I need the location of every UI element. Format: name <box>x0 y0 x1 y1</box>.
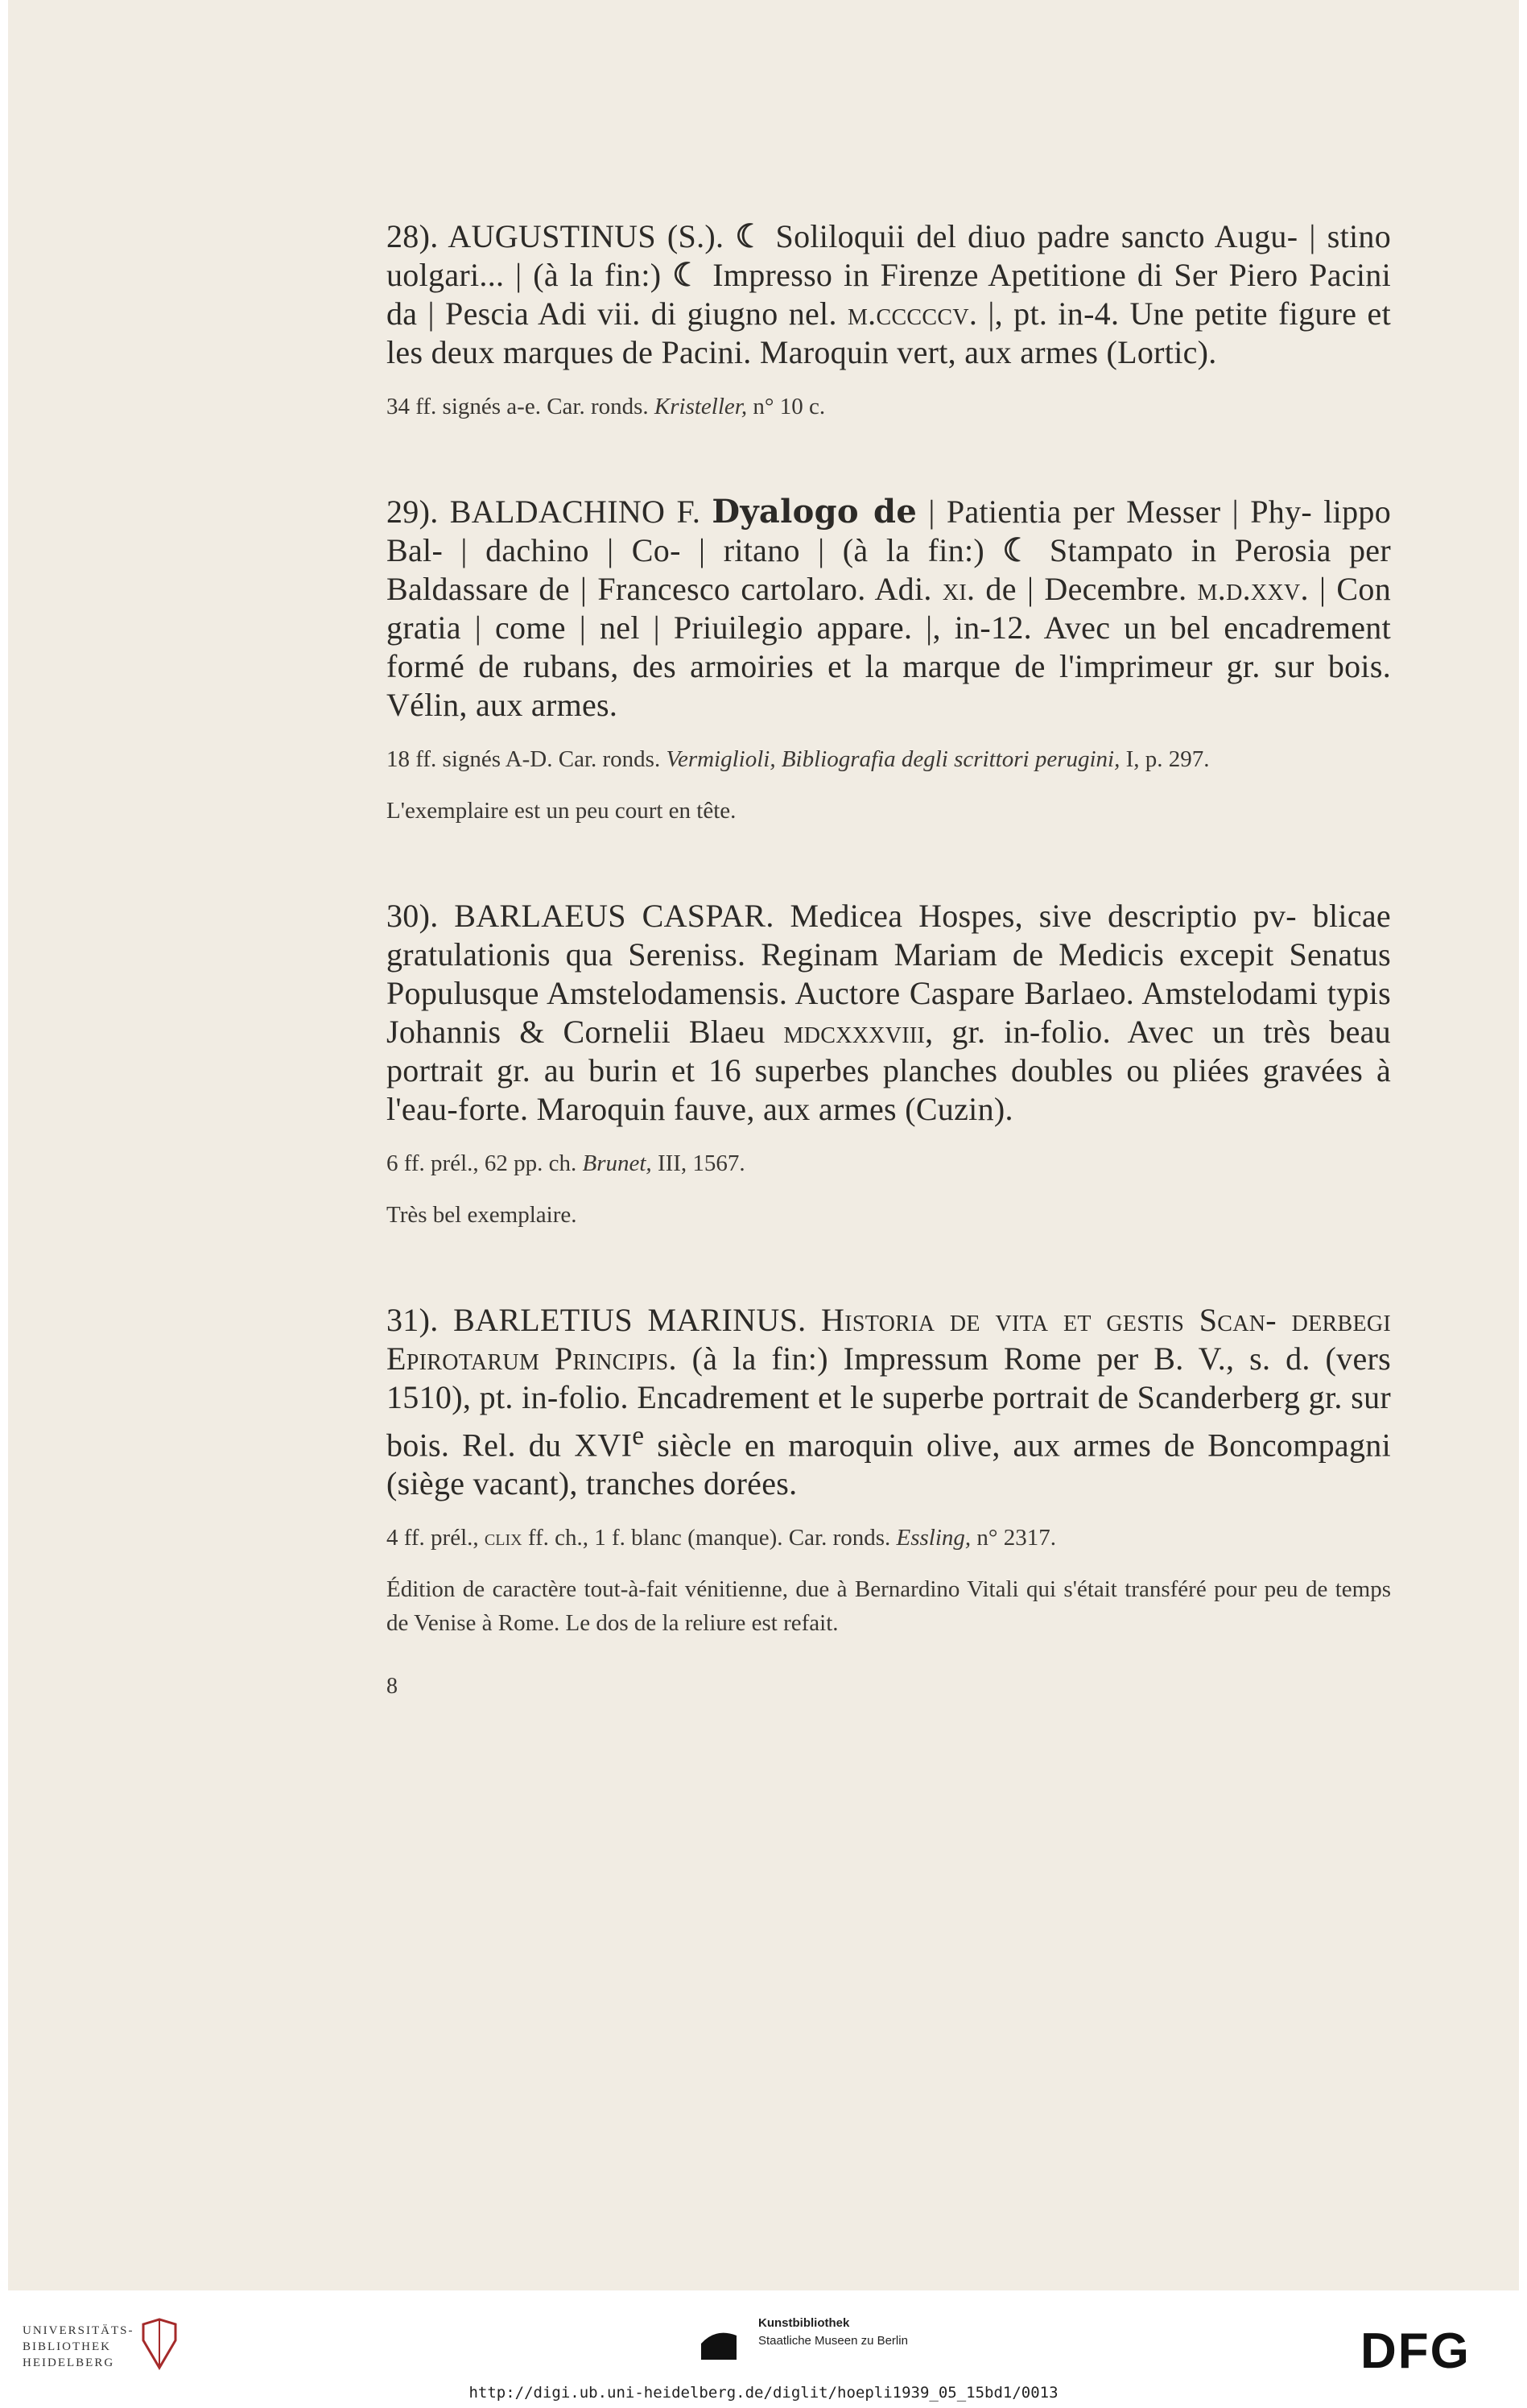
text-run: (à la fin:) Impressum Rome per B. V., s. d. (vers 1510), pt. in-folio. Encadrement et le superbe portrait de Scanderberg gr. sur bois. Rel. du XVI <box>386 1340 1391 1464</box>
pilcrow-icon: ☾ <box>735 218 765 254</box>
uni-line: UNIVERSITÄTS- <box>23 2324 134 2337</box>
entry-note <box>386 1146 1391 1180</box>
title-small-caps: Historia de vita et gestis Scan- derbegi Epirotarum Principis. <box>386 1302 1391 1377</box>
text-run: III, 1567. <box>651 1150 745 1176</box>
dfg-logo: DFG <box>1360 2323 1471 2379</box>
heidelberg-logo-icon <box>135 2316 184 2373</box>
text-run: 28). AUGUSTINUS (S.). <box>386 218 736 254</box>
text-run: Impresso in Firenze Apetitione di Ser Piero Pacini da | Pescia Adi vii. di giugno nel. <box>386 257 1391 332</box>
kb-subtitle: Staatliche Museen zu Berlin <box>758 2334 908 2348</box>
uni-line: BIBLIOTHEK <box>23 2340 111 2353</box>
entry-remark: Édition de caractère tout-à-fait vénitienne, due à Bernardino Vitali qui s'était transféré pour peu de temps de Venise à Rome. Le dos de la reliure est refait. <box>386 1576 1391 1637</box>
reference-italic: Kristeller, <box>654 394 748 419</box>
superscript: e <box>632 1421 645 1451</box>
text-run: n° 2317. <box>971 1525 1057 1551</box>
text-run: 6 ff. prél., 62 pp. ch. <box>386 1150 583 1176</box>
entry-description <box>386 897 1391 1129</box>
text-run: I, p. 297. <box>1120 746 1210 772</box>
text-run: siècle en maroquin olive, aux armes de Boncompagni (siège vacant), tranches dorées. <box>386 1427 1392 1502</box>
entry-29 <box>386 493 1391 828</box>
spacer <box>386 423 1391 493</box>
entry-note <box>386 1521 1391 1555</box>
spacer <box>386 1232 1391 1301</box>
text-run: de | Decembre. <box>975 571 1198 607</box>
text-run: Soliloquii del diuo padre sancto Augu- | stino uolgari... | (à la fin:) <box>386 218 1391 293</box>
footer-bar <box>0 2290 1527 2408</box>
reference-italic: Essling, <box>896 1525 972 1551</box>
entry-remark: L'exemplaire est un peu court en tête. <box>386 798 737 824</box>
text-run: |, pt. in-4. Une petite figure et les deux marques de Pacini. Maroquin vert, aux armes (Lortic). <box>386 295 1391 370</box>
text-run: ff. ch., 1 f. blanc (manque). Car. ronds. <box>522 1525 897 1551</box>
text-run: 29). BALDACHINO F. <box>386 494 712 530</box>
text-run: n° 10 c. <box>747 394 826 419</box>
entry-30 <box>386 897 1391 1232</box>
text-run: 30). BARLAEUS CASPAR. Medicea Hospes, sive descriptio pv- blicae gratulationis qua Sereniss. Reginam Mariam de Medicis excepit Senatus Populusque Amstelodamensis. Auctore Caspare Barlaeo. Amstelodami typis Johannis & Cornelii Blaeu <box>386 898 1391 1050</box>
scanned-page <box>8 0 1519 2290</box>
text-run: 18 ff. signés A-D. Car. ronds. <box>386 746 667 772</box>
kunstbibliothek-logo-icon <box>696 2319 745 2365</box>
reference-italic: Brunet, <box>582 1150 652 1176</box>
text-run: | Con gratia | come | nel | Priuilegio appare. |, in-12. Avec un bel encadrement formé de rubans, des armoiries et la marque de l'imprimeur gr. sur bois. Vélin, aux armes. <box>386 571 1391 723</box>
source-url[interactable]: http://digi.ub.uni-heidelberg.de/diglit/hoepli1939_05_15bd1/0013 <box>468 2384 1059 2402</box>
blackletter-title: Dyalogo de <box>712 493 918 531</box>
catalogue-text <box>386 217 1391 1700</box>
entry-description <box>386 217 1391 372</box>
text-run: | Patientia per Messer | Phy- lippo Bal- | dachino | Co- | ritano | (à la fin:) <box>386 494 1392 568</box>
text-run: 4 ff. prél., <box>386 1525 485 1551</box>
entry-28 <box>386 217 1391 423</box>
roman-date: m.d.xxv. <box>1197 571 1309 607</box>
text-run: 34 ff. signés a-e. Car. ronds. <box>386 394 654 419</box>
page-number: 8 <box>386 1674 398 1700</box>
pilcrow-icon: ☾ <box>672 257 702 293</box>
reference-italic: Vermiglioli, Bibliografia degli scrittori perugini, <box>666 746 1120 772</box>
kb-title: Kunstbibliothek <box>758 2316 850 2330</box>
roman-date: xi. <box>942 571 976 607</box>
text-run: Stampato in Perosia per Baldassare de | Francesco cartolaro. Adi. <box>386 532 1391 607</box>
entry-note <box>386 742 1391 776</box>
entry-description <box>386 1301 1391 1503</box>
pilcrow-icon: ☾ <box>1002 532 1032 568</box>
roman-date: m.cccccv. <box>847 295 978 332</box>
entry-description <box>386 493 1391 725</box>
uni-line: HEIDELBERG <box>23 2356 115 2369</box>
entry-remark: Très bel exemplaire. <box>386 1202 577 1228</box>
roman-number: clix <box>484 1525 522 1551</box>
kunstbibliothek-text <box>758 2315 908 2350</box>
spacer <box>386 828 1391 897</box>
entry-31 <box>386 1301 1391 1640</box>
roman-date: mdcxxxviii, <box>783 1014 934 1050</box>
entry-note <box>386 390 1391 423</box>
university-library-name <box>23 2323 134 2371</box>
text-run: gr. in-folio. Avec un très beau portrait gr. au burin et 16 superbes planches doubles ou pliées gravées à l'eau-forte. Maroquin fauve, aux armes (Cuzin). <box>386 1014 1391 1127</box>
text-run: 31). BARLETIUS MARINUS. <box>386 1302 822 1338</box>
